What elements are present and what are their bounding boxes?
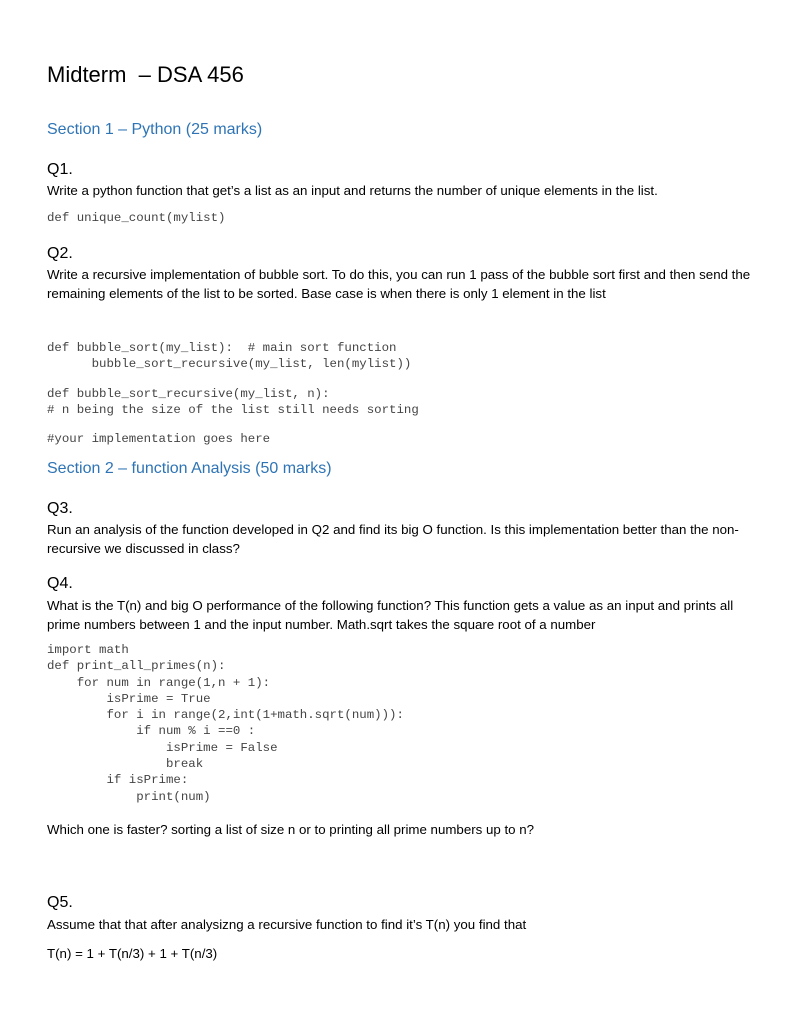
- q1-text: Write a python function that get’s a list as an input and returns the number of unique elements in the list.: [47, 183, 658, 198]
- q5-text: Assume that that after analysizng a recursive function to find it’s T(n) you find that: [47, 917, 527, 932]
- q3-text: Run an analysis of the function developed in Q2 and find its big O function. Is this implementation better than the non-recursive we discussed in class?: [47, 522, 739, 556]
- page-title: Midterm – DSA 456: [47, 62, 244, 87]
- q1-code: def unique_count(mylist): [47, 211, 226, 225]
- q2-code-recursive: def bubble_sort_recursive(my_list, n): # n being the size of the list still needs sorting: [47, 387, 419, 418]
- q2-code-comment: #your implementation goes here: [47, 432, 271, 446]
- q4-code: import math def print_all_primes(n): for num in range(1,n + 1): isPrime = True for i in range(2,int(1+math.sqrt(num))): if num % i ==0 : isPrime = False break if isPrime: print(num): [47, 643, 404, 804]
- section-2-heading: Section 2 – function Analysis (50 marks): [47, 460, 332, 477]
- q5-label: Q5.: [47, 894, 73, 911]
- q4-followup: Which one is faster? sorting a list of size n or to printing all prime numbers up to n?: [47, 822, 535, 837]
- q5-equation: T(n) = 1 + T(n/3) + 1 + T(n/3): [47, 946, 218, 961]
- section-1-heading: Section 1 – Python (25 marks): [47, 121, 263, 138]
- q4-label: Q4.: [47, 575, 73, 592]
- q2-code-main: def bubble_sort(my_list): # main sort function bubble_sort_recursive(my_list, len(mylist)): [47, 341, 412, 372]
- q1-label: Q1.: [47, 161, 73, 178]
- q2-label: Q2.: [47, 245, 73, 262]
- q2-text: Write a recursive implementation of bubble sort. To do this, you can run 1 pass of the bubble sort first and then send the remaining elements of the list to be sorted. Base case is when there is only 1 element in the list: [47, 267, 751, 301]
- q4-text: What is the T(n) and big O performance of the following function? This function gets a value as an input and prints all prime numbers between 1 and the input number. Math.sqrt takes the square root of a number: [47, 598, 734, 632]
- q3-label: Q3.: [47, 500, 73, 517]
